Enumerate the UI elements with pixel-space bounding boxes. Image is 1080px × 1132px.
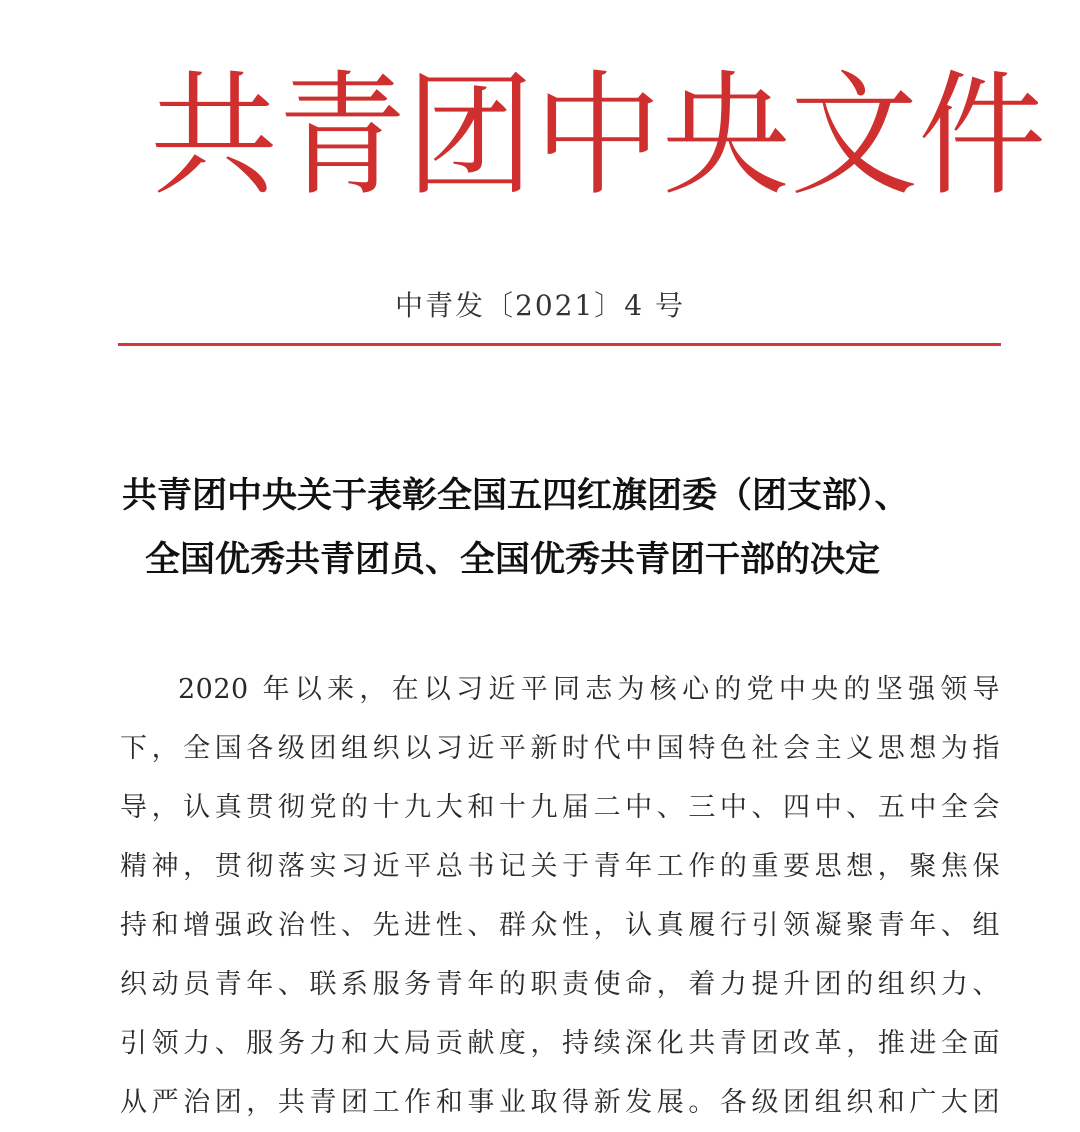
- title-line-1: 共青团中央关于表彰全国五四红旗团委（团支部）、: [122, 476, 910, 516]
- document-title: [100, 464, 1000, 592]
- document-number: 中青发〔2021〕4 号: [395, 289, 685, 322]
- body-line: 从严治团，共青团工作和事业取得新发展。各级团组织和广大团: [120, 1087, 1000, 1118]
- body-line: 织动员青年、联系服务青年的职责使命，着力提升团的组织力、: [120, 969, 1000, 1000]
- masthead-char: 中: [534, 58, 663, 215]
- red-divider: [118, 343, 1001, 346]
- masthead: [0, 58, 1080, 215]
- body-text: [120, 660, 1000, 1132]
- body-line: 精神，贯彻落实习近平总书记关于青年工作的重要思想，聚焦保: [120, 851, 1000, 882]
- body-line: 2020 年以来，在以习近平同志为核心的党中央的坚强领导: [178, 674, 1000, 705]
- title-line-2: 全国优秀共青团员、全国优秀共青团干部的决定: [145, 540, 881, 580]
- body-line: 引领力、服务力和大局贡献度，持续深化共青团改革，推进全面: [120, 1028, 1000, 1059]
- body-line: 下，全国各级团组织以习近平新时代中国特色社会主义思想为指: [120, 733, 1000, 764]
- masthead-char: 青: [278, 58, 407, 215]
- masthead-char: 央: [662, 58, 791, 215]
- masthead-char: 文: [790, 58, 919, 215]
- masthead-char: 件: [918, 58, 1047, 215]
- masthead-char: 团: [406, 58, 535, 215]
- masthead-char: 共: [150, 58, 279, 215]
- body-line: 持和增强政治性、先进性、群众性，认真履行引领凝聚青年、组: [120, 910, 1000, 941]
- body-line: 导，认真贯彻党的十九大和十九届二中、三中、四中、五中全会: [120, 792, 1000, 823]
- masthead-title: [150, 58, 1047, 215]
